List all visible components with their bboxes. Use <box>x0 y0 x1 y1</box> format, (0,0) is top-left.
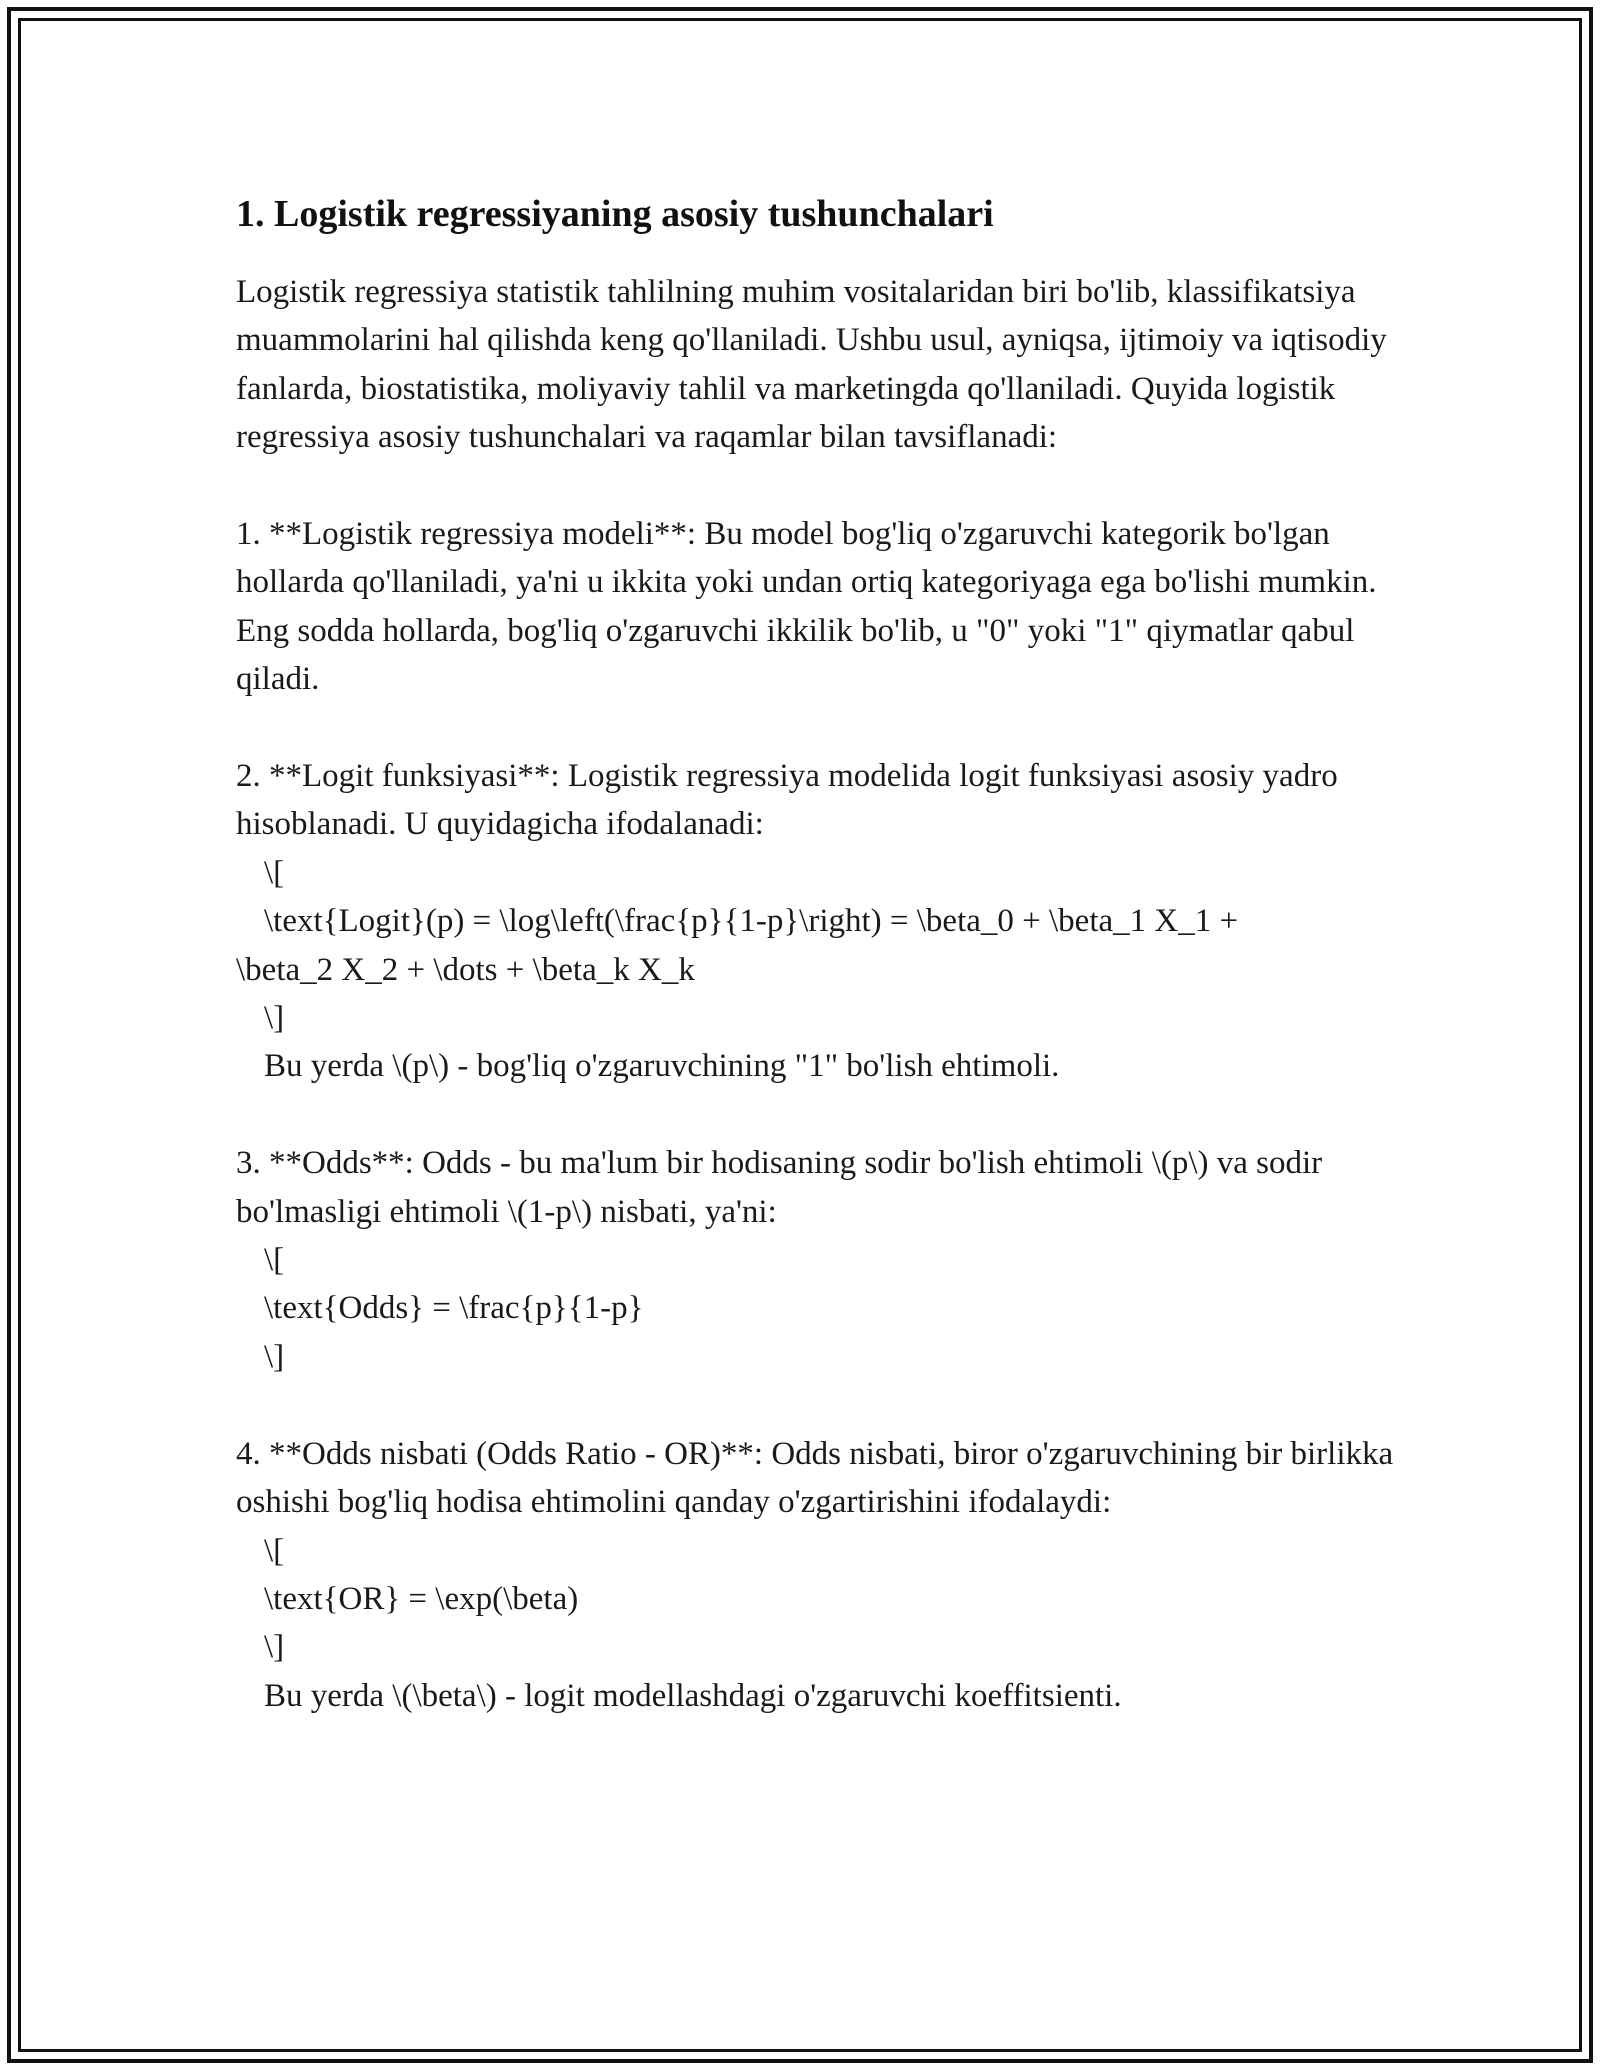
item-4-formula: \text{OR} = \exp(\beta) <box>264 1580 579 1617</box>
paragraph-spacer <box>236 462 1396 510</box>
item-2-note: Bu yerda \(p\) - bog'liq o'zgaruvchining "1" bo'lish ehtimoli. <box>264 1048 1060 1085</box>
paragraph-spacer <box>236 704 1396 752</box>
item-2-formula-close: \] <box>264 1000 285 1037</box>
item-2-formula-open: \[ <box>264 854 285 891</box>
item-4-note: Bu yerda \(\beta\) - logit modellashdagi o'zgaruvchi koeffitsienti. <box>264 1677 1122 1714</box>
item-2-formula: \text{Logit}(p) = \log\left(\frac{p}{1-p}\right) = \beta_0 + \beta_1 X_1 + <box>264 903 1239 940</box>
item-4-paragraph: 4. **Odds nisbati (Odds Ratio - OR)**: Odds nisbati, biror o'zgaruvchining bir birlikka oshishi bog'liq hodisa ehtimolini qanday o'zgartirishini ifodalaydi: <box>236 1435 1402 1521</box>
paragraph-spacer <box>236 1091 1396 1139</box>
item-3-paragraph: 3. **Odds**: Odds - bu ma'lum bir hodisaning sodir bo'lish ehtimoli \(p\) va sodir bo'lmasligi ehtimoli \(1-p\) nisbati, ya'ni: <box>236 1145 1331 1230</box>
item-3-formula-open: \[ <box>264 1242 285 1279</box>
item-2-formula-continuation: \beta_2 X_2 + \dots + \beta_k X_k <box>236 951 695 988</box>
section-heading: 1. Logistik regressiyaning asosiy tushunchalari <box>236 193 994 235</box>
paragraph-spacer <box>236 1381 1396 1429</box>
document-body <box>236 186 1402 1720</box>
intro-paragraph: Logistik regressiya statistik tahlilning muhim vositalaridan biri bo'lib, klassifikatsiya muammolarini hal qilishda keng qo'llaniladi. Ushbu usul, ayniqsa, ijtimoiy va iqtisodiy fanlarda, biostatistika, moliyaviy tahlil va marketingda qo'llaniladi. Quyida logistik regressiya asosiy tushunchalari va raqamlar bilan tavsiflanadi: <box>236 274 1395 456</box>
item-3-formula: \text{Odds} = \frac{p}{1-p} <box>264 1290 644 1327</box>
item-3-formula-close: \] <box>264 1338 285 1375</box>
item-1-paragraph: 1. **Logistik regressiya modeli**: Bu model bog'liq o'zgaruvchi kategorik bo'lgan hollarda qo'llaniladi, ya'ni u ikkita yoki undan ortiq kategoriyaga ega bo'lishi mumkin. Eng sodda hollarda, bog'liq o'zgaruvchi ikkilik bo'lib, u "0" yoki "1" qiymatlar qabul qiladi. <box>236 516 1385 698</box>
item-4-formula-open: \[ <box>264 1532 285 1569</box>
item-4-formula-close: \] <box>264 1629 285 1666</box>
item-2-paragraph: 2. **Logit funksiyasi**: Logistik regressiya modelida logit funksiyasi asosiy yadro hisoblanadi. U quyidagicha ifodalanadi: <box>236 758 1346 843</box>
